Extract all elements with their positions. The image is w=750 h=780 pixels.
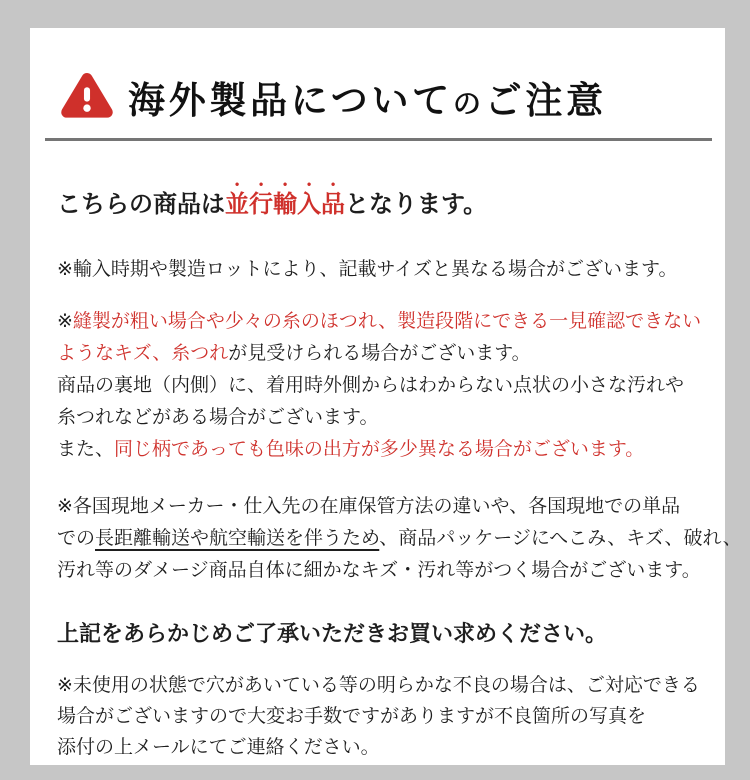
size-note-line: ※輸入時期や製造ロットにより、記載サイズと異なる場合がございます。 xyxy=(57,259,678,280)
note-mark: ※ xyxy=(57,311,73,332)
quality-note-line5 xyxy=(57,434,700,466)
shipping-note-line2 xyxy=(57,523,742,555)
defect-note-line1: ※未使用の状態で穴があいている等の明らかな不良の場合は、ご対応できる xyxy=(57,675,700,696)
lead-after: となります。 xyxy=(345,191,488,218)
quality-note-line2-red: ようなキズ、糸つれ xyxy=(57,343,229,364)
defect-note xyxy=(57,670,700,763)
shipping-note-line3: 汚れ等のダメージ商品自体に細かなキズ・汚れ等がつく場合がございます。 xyxy=(57,560,701,581)
quality-note-line1-red: 縫製が粗い場合や少々の糸のほつれ、製造段階にできる一見確認できない xyxy=(72,311,702,332)
page-title xyxy=(128,70,607,124)
shipping-note-line2-before: での xyxy=(57,528,96,549)
defect-note-line2: 場合がございますので大変お手数ですがありますが不良箇所の写真を xyxy=(57,706,647,727)
quality-note-line2 xyxy=(57,338,700,370)
title-part1: 海外製品について xyxy=(128,80,453,121)
quality-note-line4: 糸つれなどがある場合がございます。 xyxy=(57,407,379,428)
shipping-note xyxy=(57,491,742,587)
lead-emphasis-parallel-import: 並行輸入品 xyxy=(225,191,345,218)
shipping-note-line2-after: 、商品パッケージにへこみ、キズ、破れ、 xyxy=(379,528,742,549)
quality-note-line5-red: 同じ柄であっても色味の出方が多少異なる場合がございます。 xyxy=(114,439,645,460)
quality-note-line1 xyxy=(57,306,700,338)
size-note xyxy=(57,254,700,286)
quality-note-line5-black: また、 xyxy=(57,439,115,460)
closing-statement: 上記をあらかじめご了承いただきお買い求めください。 xyxy=(57,621,608,646)
shipping-note-line1: ※各国現地メーカー・仕入先の在庫保管方法の違いや、各国現地での単品 xyxy=(57,496,681,517)
quality-note-line3: 商品の裏地（内側）に、着用時外側からはわからない点状の小さな汚れや xyxy=(57,375,685,396)
notice-panel xyxy=(30,28,742,765)
quality-note-line2-black: が見受けられる場合がございます。 xyxy=(228,343,531,364)
warning-triangle-icon xyxy=(60,70,114,124)
shipping-note-line2-underlined: 長距離輸送や航空輸送を伴うため xyxy=(95,528,380,549)
title-part2: ご注意 xyxy=(484,80,607,121)
defect-note-line3: 添付の上メールにてご連絡ください。 xyxy=(57,737,380,758)
lead-sentence xyxy=(57,177,700,226)
lead-before: こちらの商品は xyxy=(57,191,225,218)
header-divider xyxy=(45,138,712,141)
notice-header xyxy=(57,70,700,124)
quality-note xyxy=(57,306,700,466)
title-particle: の xyxy=(452,88,485,119)
